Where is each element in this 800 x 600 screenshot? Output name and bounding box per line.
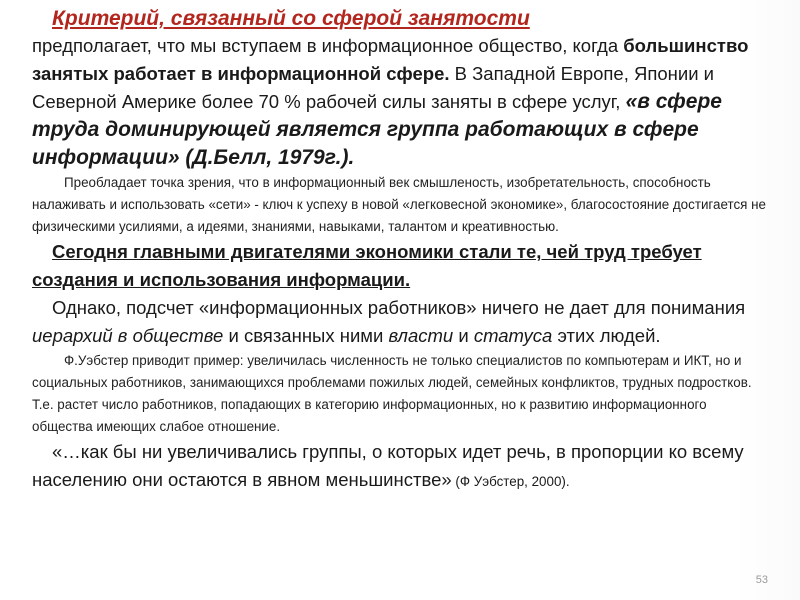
p1-text-3: В Западной Европе, Японии и Северной Америке более 70 % рабочей силы заняты в сфере услуг, [32,63,715,112]
p4-italic-power: власти [388,325,454,346]
p6-citation: (Ф Уэбстер, 2000). [451,474,570,489]
paragraph-employment-criterion [32,32,770,172]
p4-text-1: Однако, подсчет «информационных работников» ничего не дает для понимания [52,297,746,318]
slide-content [32,6,770,496]
p6-quote: «…как бы ни увеличивались группы, о которых идет речь, в пропорции ко всему населению они остаются в явном меньшинстве» [32,441,744,490]
p4-italic-status: статуса [473,325,553,346]
p4-text-7: этих людей. [552,325,661,346]
p4-text-5: и [453,325,474,346]
p4-italic-hierarchies: иерархий в обществе [32,325,224,346]
p1-bold-text: большинство занятых работает в информационной сфере. [32,35,749,84]
page-number: 53 [755,574,768,586]
p1-quote-bell: «в сфере труда доминирующей является группа работающих в сфере информации» (Д.Белл, 1979г.). [32,90,722,169]
paragraph-prevailing-view: Преобладает точка зрения, что в информационный век смышленость, изобретательность, способность налаживать и использовать «сети» - ключ к успеху в новой «легковесной экономике», благосостояние достигается не физическими усилиями, а идеями, знаниями, навыками, талантом и креативностью. [32,175,766,234]
paragraph-however [32,294,770,350]
paragraph-webster-quote [32,438,770,496]
p4-text-3: и связанных ними [223,325,389,346]
paragraph-webster-example: Ф.Уэбстер приводит пример: увеличилась численность не только специалистов по компьютерам и ИКТ, но и социальных работников, занимающихся проблемами пожилых людей, семейных конфликтов, трудных подростков. Т.е. растет число работников, попадающих в категорию информационных, но к развитию информационного общества имеющих слабое отношение. [32,353,752,434]
paragraph-economy-drivers: Сегодня главными двигателями экономики стали те, чей труд требует создания и использования информации. [32,241,702,290]
slide-title: Критерий, связанный со сферой занятости [52,7,530,30]
p1-text-1: предполагает, что мы вступаем в информационное общество, когда [32,35,624,56]
